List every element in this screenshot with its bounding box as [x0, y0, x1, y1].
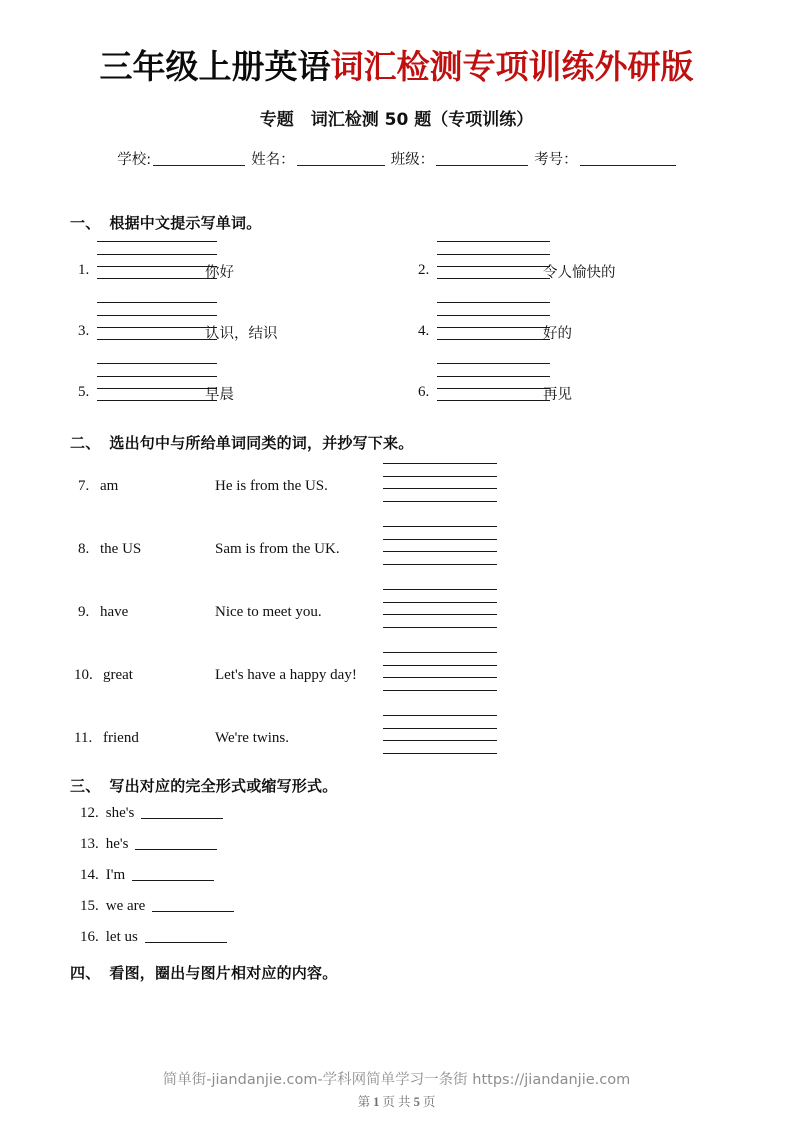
section-1-index: 一、 — [70, 214, 101, 232]
item-row-15 — [80, 898, 234, 915]
footer-page-number — [0, 1092, 793, 1110]
writing-lines-7[interactable] — [383, 463, 497, 502]
section-heading-1 — [70, 212, 261, 233]
item-sentence-8: Sam is from the UK. — [215, 541, 340, 557]
writing-lines-2[interactable] — [437, 241, 550, 279]
item-number-2: 2. — [418, 262, 430, 278]
item-number-10: 10. — [74, 667, 93, 683]
item-number-3: 3. — [78, 323, 90, 339]
page-subtitle: 专题 词汇检测 50 题（专项训练） — [259, 110, 534, 130]
writing-lines-10[interactable] — [383, 652, 497, 691]
item-row-14 — [80, 867, 214, 884]
section-4-title: 看图，圈出与图片相对应的内容。 — [109, 964, 338, 982]
item-row-16 — [80, 929, 227, 946]
item-number-13: 13. — [80, 836, 99, 852]
item-hint-5: 早晨 — [205, 387, 234, 403]
item-number-1: 1. — [78, 262, 90, 278]
writing-lines-11[interactable] — [383, 715, 497, 754]
writing-lines-8[interactable] — [383, 526, 497, 565]
section-3-index: 三、 — [70, 777, 101, 795]
answer-blank-16[interactable] — [145, 929, 227, 943]
item-word-14: I'm — [105, 867, 126, 883]
item-word-7: am — [100, 478, 119, 494]
item-number-8: 8. — [78, 541, 90, 557]
class-label: 班级： — [390, 152, 435, 168]
writing-lines-3[interactable] — [97, 302, 217, 340]
item-hint-4: 好的 — [543, 326, 572, 342]
item-sentence-7: He is from the US. — [215, 478, 328, 494]
item-sentence-10: Let's have a happy day! — [215, 667, 357, 683]
item-number-5: 5. — [78, 384, 90, 400]
page-suffix-label: 页 — [422, 1095, 436, 1109]
class-input[interactable] — [436, 151, 528, 166]
item-hint-3: 认识，结识 — [205, 326, 278, 342]
section-2-index: 二、 — [70, 434, 101, 452]
writing-lines-5[interactable] — [97, 363, 217, 401]
answer-blank-14[interactable] — [132, 867, 214, 881]
answer-blank-13[interactable] — [135, 836, 217, 850]
item-hint-1: 你好 — [205, 265, 234, 281]
writing-lines-4[interactable] — [437, 302, 550, 340]
item-number-7: 7. — [78, 478, 90, 494]
item-number-14: 14. — [80, 867, 99, 883]
item-number-6: 6. — [418, 384, 430, 400]
answer-blank-15[interactable] — [152, 898, 234, 912]
school-input[interactable] — [153, 151, 245, 166]
name-label: 姓名： — [251, 152, 295, 168]
item-hint-2: 令人愉快的 — [543, 265, 616, 281]
school-label: 学校: — [117, 152, 152, 168]
page-current-value: 1 — [373, 1095, 380, 1109]
item-row-12 — [80, 805, 223, 822]
item-number-9: 9. — [78, 604, 90, 620]
item-word-13: he's — [105, 836, 129, 852]
item-number-12: 12. — [80, 805, 99, 821]
item-sentence-11: We're twins. — [215, 730, 289, 746]
item-row-13 — [80, 836, 217, 853]
section-3-title: 写出对应的完全形式或缩写形式。 — [109, 777, 338, 795]
writing-lines-6[interactable] — [437, 363, 550, 401]
item-sentence-9: Nice to meet you. — [215, 604, 322, 620]
writing-lines-9[interactable] — [383, 589, 497, 628]
item-word-9: have — [100, 604, 129, 620]
item-number-4: 4. — [418, 323, 430, 339]
item-number-15: 15. — [80, 898, 99, 914]
section-1-title: 根据中文提示写单词。 — [109, 214, 262, 232]
item-word-12: she's — [105, 805, 135, 821]
page-middle-label: 页 共 — [382, 1095, 411, 1109]
item-number-11: 11. — [74, 730, 93, 746]
item-hint-6: 再见 — [543, 387, 572, 403]
page-total-value: 5 — [413, 1095, 420, 1109]
section-4-index: 四、 — [70, 964, 101, 982]
item-word-15: we are — [105, 898, 146, 914]
section-2-title: 选出句中与所给单词同类的词，并抄写下来。 — [109, 434, 414, 452]
item-word-16: let us — [105, 929, 138, 945]
exam-number-label: 考号： — [534, 152, 578, 168]
student-info-line — [0, 148, 793, 169]
exam-number-input[interactable] — [580, 151, 676, 166]
item-number-16: 16. — [80, 929, 99, 945]
section-heading-2 — [70, 432, 413, 453]
page-prefix-label: 第 — [357, 1095, 371, 1109]
item-word-8: the US — [100, 541, 142, 557]
item-word-10: great — [103, 667, 133, 683]
name-input[interactable] — [297, 151, 385, 166]
writing-lines-1[interactable] — [97, 241, 217, 279]
page-title-black-part: 三年级上册英语 — [99, 47, 331, 86]
section-heading-3 — [70, 775, 337, 796]
page-title-red-part: 词汇检测专项训练外研版 — [330, 47, 694, 86]
page-title — [0, 46, 793, 87]
footer-site-text: 简单街-jiandanjie.com-学科网简单学习一条街 https://jiandanjie.com — [162, 1072, 631, 1088]
section-heading-4 — [70, 962, 337, 983]
answer-blank-12[interactable] — [141, 805, 223, 819]
item-word-11: friend — [103, 730, 139, 746]
